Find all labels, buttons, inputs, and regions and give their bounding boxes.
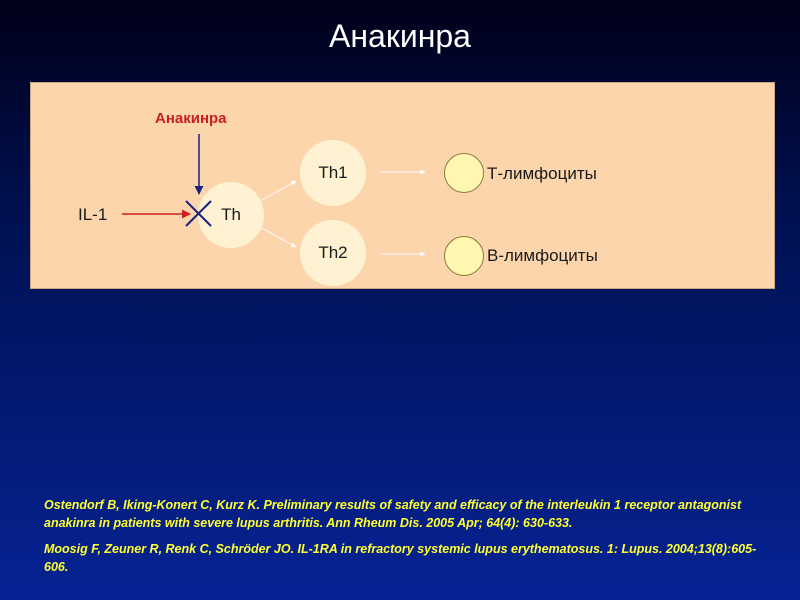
th2-cell-node: Th2: [300, 220, 366, 286]
th-to-th1-arrow: [262, 181, 296, 200]
b-lymphocytes-label: В-лимфоциты: [487, 246, 598, 265]
il1-label: IL-1: [78, 205, 108, 224]
t-lymphocytes-label: Т-лимфоциты: [487, 164, 597, 183]
th1-cell-node: Th1: [300, 140, 366, 206]
anakinra-label: Анакинра: [155, 110, 227, 127]
slide-title: Анакинра: [329, 18, 471, 54]
th-cell-node: Th: [198, 182, 264, 248]
reference-item: Ostendorf B, Iking-Konert C, Kurz K. Preliminary results of safety and efficacy of the interleukin 1 receptor antagonist anakinra in patients with severe lupus arthritis. Ann Rheum Dis. 2005 Apr; 64(4): 630-633.: [44, 498, 742, 530]
references: [44, 496, 774, 584]
reference-item: Moosig F, Zeuner R, Renk C, Schröder JO. IL-1RA in refractory systemic lupus erythematosus. 1: Lupus. 2004;13(8):605-606.: [44, 542, 757, 574]
th-to-th2-arrow: [262, 228, 296, 247]
